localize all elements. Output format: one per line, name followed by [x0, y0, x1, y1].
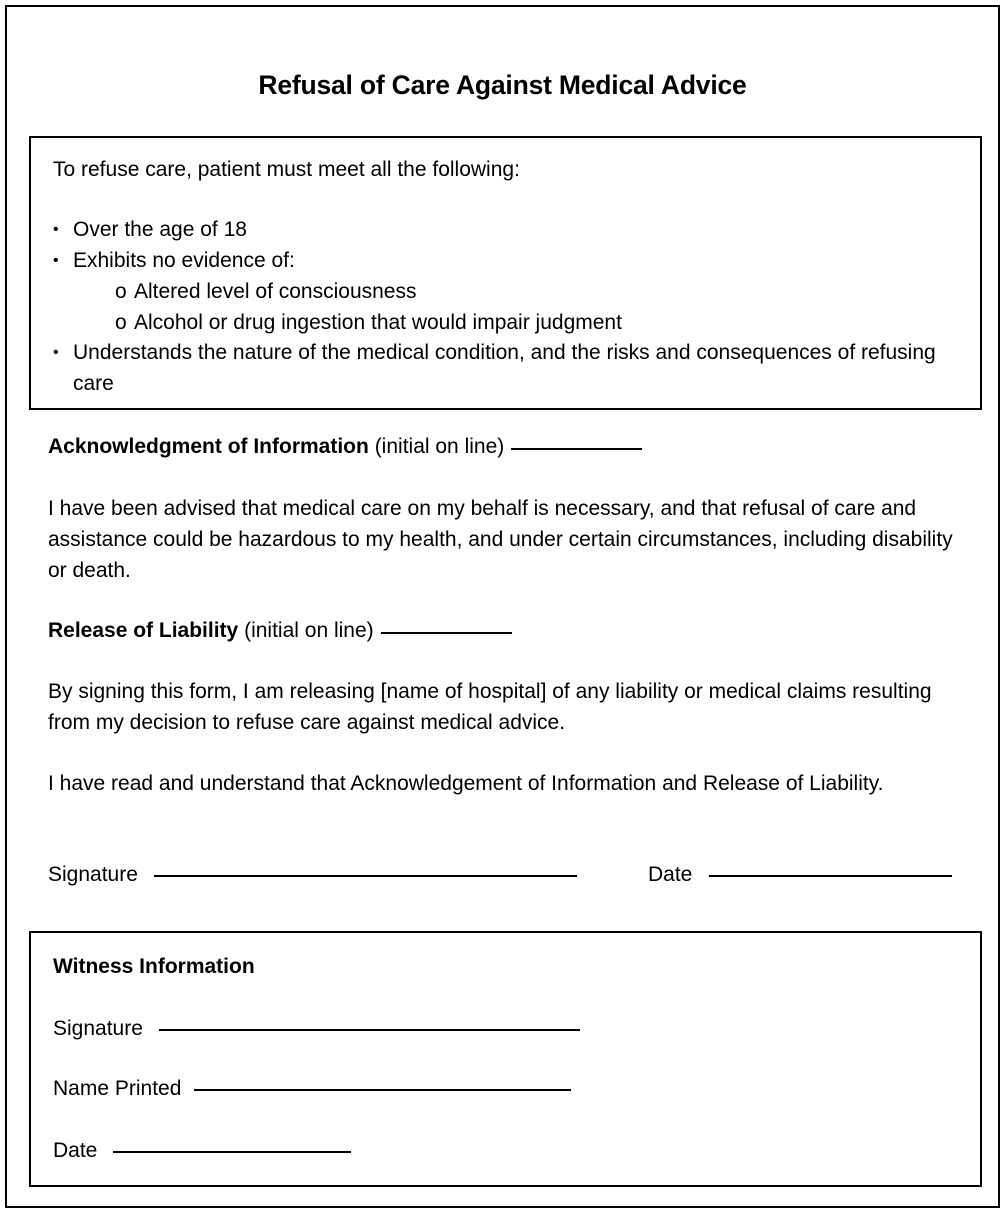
acknowledgment-heading-row: [48, 433, 642, 460]
bullet-marker-icon: •: [53, 344, 59, 362]
bullet-marker-icon: •: [53, 221, 59, 238]
patient-signature-field: [48, 861, 577, 888]
patient-date-field: [648, 861, 952, 888]
release-body: By signing this form, I am releasing [name of hospital] of any liability or medical claims resulting from my decision to refuse care against medical advice.: [48, 680, 932, 734]
sub-list-item-label: Altered level of consciousness: [134, 279, 417, 303]
release-attestation: I have read and understand that Acknowledgement of Information and Release of Liability.: [48, 772, 884, 795]
witness-name-printed-field: [53, 1075, 571, 1102]
criteria-list: [53, 215, 958, 400]
document-page: [5, 5, 1000, 1208]
witness-name-printed-label: Name Printed: [53, 1077, 182, 1100]
release-heading: Release of Liability: [48, 619, 239, 642]
patient-date-label: Date: [648, 863, 693, 886]
witness-name-printed-line[interactable]: [194, 1089, 571, 1091]
sub-list-item: [53, 308, 958, 339]
release-heading-row: [48, 617, 512, 644]
release-initial-line[interactable]: [381, 632, 512, 634]
patient-date-line[interactable]: [709, 875, 952, 877]
list-item-label: Exhibits no evidence of:: [73, 248, 295, 272]
acknowledgment-body: I have been advised that medical care on my behalf is necessary, and that refusal of care and assistance could be hazardous to my health, and under certain circumstances, including disability or death.: [48, 497, 953, 582]
page-title: Refusal of Care Against Medical Advice: [258, 70, 747, 100]
acknowledgment-heading-note: (initial on line): [374, 435, 505, 458]
witness-date-line[interactable]: [113, 1151, 351, 1153]
list-item: [53, 215, 958, 246]
witness-signature-label: Signature: [53, 1017, 143, 1040]
witness-date-label: Date: [53, 1139, 98, 1162]
list-item-label: Over the age of 18: [73, 218, 247, 241]
release-heading-note: (initial on line): [244, 619, 374, 642]
acknowledgment-heading: Acknowledgment of Information: [48, 435, 369, 458]
circle-bullet-marker-icon: o: [115, 310, 127, 334]
patient-signature-label: Signature: [48, 863, 138, 886]
patient-signature-line[interactable]: [154, 875, 577, 877]
acknowledgment-initial-line[interactable]: [511, 448, 642, 450]
witness-signature-field: [53, 1015, 580, 1042]
circle-bullet-marker-icon: o: [115, 279, 127, 303]
witness-date-field: [53, 1137, 351, 1164]
witness-section-title: Witness Information: [53, 955, 255, 978]
witness-signature-line[interactable]: [159, 1029, 580, 1031]
sub-list-item: [53, 277, 958, 308]
bullet-marker-icon: •: [53, 251, 59, 269]
criteria-intro: To refuse care, patient must meet all the following:: [53, 158, 520, 181]
sub-list-item-label: Alcohol or drug ingestion that would impair judgment: [134, 310, 622, 334]
criteria-box: [29, 136, 982, 410]
list-item: [53, 246, 958, 277]
witness-information-box: [29, 931, 982, 1187]
list-item: [53, 338, 958, 400]
list-item-label: Understands the nature of the medical condition, and the risks and consequences of refusing care: [73, 341, 936, 396]
